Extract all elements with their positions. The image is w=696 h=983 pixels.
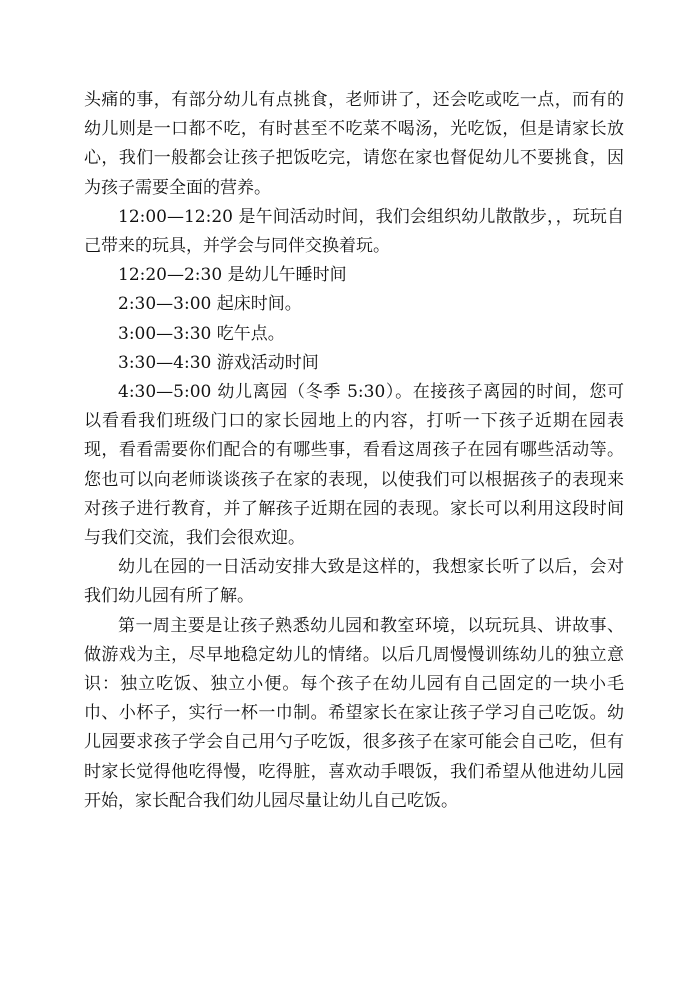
paragraph-noon-activity: 12:00—12:20 是午间活动时间，我们会组织幼儿散散步，，玩玩自己带来的玩具，并学会与同伴交换着玩。: [84, 206, 624, 257]
paragraph-first-week: 第一周主要是让孩子熟悉幼儿园和教室环境，以玩玩具、讲故事、做游戏为主，尽早地稳定幼儿的情绪。以后几周慢慢训练幼儿的独立意识：独立吃饭、独立小便。每个孩子在幼儿园有自己固定的一块小毛巾、小杯子，实行一杯一巾制。希望家长在家让孩子学习自己吃饭。幼儿园要求孩子学会自己用勺子吃饭，很多孩子在家可能会自己吃，但有时家长觉得他吃得慢，吃得脏，喜欢动手喂饭，我们希望从他进幼儿园开始，家长配合我们幼儿园尽量让幼儿自己吃饭。: [84, 615, 624, 811]
paragraph-afternoon-snack: 3:00—3:30 吃午点。: [118, 323, 285, 344]
paragraph-dining-continued: 头痛的事，有部分幼儿有点挑食，老师讲了，还会吃或吃一点，而有的幼儿则是一口都不吃，有时甚至不吃菜不喝汤，光吃饭，但是请家长放心，我们一般都会让孩子把饭吃完，请您在家也督促幼儿不要挑食，因为孩子需要全面的营养。: [84, 90, 624, 198]
paragraph-game-time: 3:30—4:30 游戏活动时间: [118, 352, 319, 373]
paragraph-summary: 幼儿在园的一日活动安排大致是这样的，我想家长听了以后，会对我们幼儿园有所了解。: [84, 557, 624, 607]
paragraph-wake-up-time: 2:30—3:00 起床时间。: [118, 294, 302, 315]
document-body: [84, 86, 624, 816]
paragraph-nap-time: 12:20—2:30 是幼儿午睡时间: [118, 265, 347, 286]
paragraph-pickup-time: 4:30—5:00 幼儿离园（冬季 5:30）。在接孩子离园的时间，您可以看看我们班级门口的家长园地上的内容，打听一下孩子近期在园表现，看看需要你们配合的有哪些事，看看这周孩子在园有哪些活动等。您也可以向老师谈谈孩子在家的表现，以使我们可以根据孩子的表现来对孩子进行教育，并了解孩子近期在园的表现。家长可以利用这段时间与我们交流，我们会很欢迎。: [84, 382, 624, 549]
